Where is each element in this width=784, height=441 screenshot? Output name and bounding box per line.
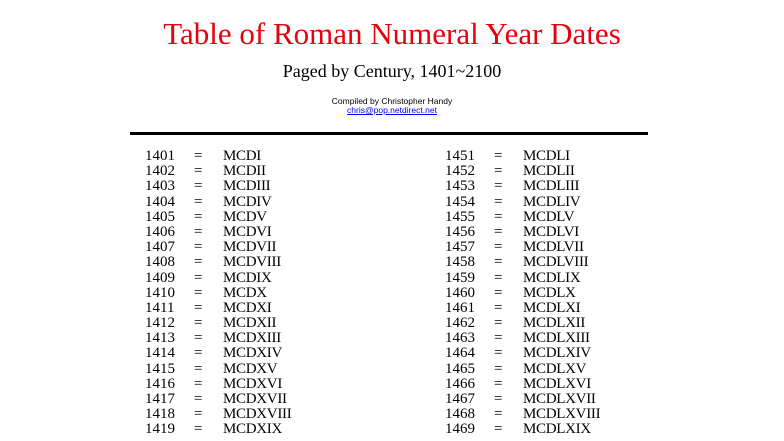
roman-numeral-cell: MCDX [223, 284, 267, 301]
equals-sign: = [494, 178, 503, 195]
year-cell: 1463 [445, 330, 475, 347]
roman-numeral-cell: MCDLIII [523, 178, 580, 195]
roman-numeral-cell: MCDV [223, 208, 267, 225]
equals-sign: = [194, 239, 203, 256]
year-cell: 1464 [445, 345, 475, 362]
equals-sign: = [194, 421, 203, 438]
roman-numeral-cell: MCDIV [223, 193, 272, 210]
roman-numeral-cell: MCDLI [523, 148, 570, 164]
equals-sign: = [194, 284, 203, 301]
year-cell: 1414 [145, 345, 175, 362]
equals-sign: = [494, 284, 503, 301]
roman-numeral-cell: MCDLXVIII [523, 406, 601, 423]
year-cell: 1407 [145, 239, 175, 256]
equals-sign: = [194, 391, 203, 407]
roman-numeral-cell: MCDXIV [223, 345, 283, 362]
equals-sign: = [194, 345, 203, 362]
roman-numeral-cell: MCDIII [223, 178, 271, 195]
equals-sign: = [494, 223, 503, 240]
year-cell: 1465 [445, 360, 475, 377]
roman-numeral-cell: MCDLXVI [523, 375, 591, 392]
roman-numeral-cell: MCDLVIII [523, 254, 589, 271]
email-link[interactable]: chris@pop.netdirect.net [347, 105, 437, 115]
equals-sign: = [494, 299, 503, 316]
roman-numeral-cell: MCDLII [523, 163, 575, 180]
roman-numeral-cell: MCDI [223, 148, 261, 164]
year-cell: 1458 [445, 254, 475, 271]
year-cell: 1455 [445, 208, 475, 225]
roman-numeral-cell: MCDIX [223, 269, 272, 286]
year-cell: 1405 [145, 208, 175, 225]
roman-numeral-cell: MCDII [223, 163, 266, 180]
roman-numeral-cell: MCDVIII [223, 254, 281, 271]
year-cell: 1452 [445, 163, 475, 180]
year-cell: 1466 [445, 375, 475, 392]
year-cell: 1467 [445, 391, 475, 407]
equals-sign: = [194, 375, 203, 392]
equals-sign: = [194, 148, 203, 164]
year-cell: 1408 [145, 254, 175, 271]
year-cell: 1459 [445, 269, 475, 286]
compiled-by-line: Compiled by Christopher Handy [331, 96, 453, 106]
roman-numeral-cell: MCDXII [223, 315, 277, 332]
equals-sign: = [194, 299, 203, 316]
roman-numeral-cell: MCDXV [223, 360, 278, 377]
roman-numeral-cell: MCDXVI [223, 375, 283, 392]
roman-numeral-cell: MCDVII [223, 239, 277, 256]
equals-sign: = [494, 254, 503, 271]
roman-numeral-cell: MCDLX [523, 284, 576, 301]
roman-numeral-cell: MCDLXIII [523, 330, 590, 347]
equals-sign: = [494, 269, 503, 286]
roman-numeral-cell: MCDLVI [523, 223, 579, 240]
year-cell: 1462 [445, 315, 475, 332]
equals-sign: = [494, 208, 503, 225]
year-cell: 1402 [145, 163, 175, 180]
year-cell: 1417 [145, 391, 175, 407]
roman-numeral-cell: MCDVI [223, 223, 272, 240]
roman-numeral-cell: MCDLXV [523, 360, 587, 377]
roman-numeral-cell: MCDLXIX [523, 421, 591, 438]
year-cell: 1468 [445, 406, 475, 423]
year-cell: 1457 [445, 239, 475, 256]
equals-sign: = [494, 330, 503, 347]
equals-sign: = [194, 163, 203, 180]
equals-sign: = [194, 269, 203, 286]
equals-sign: = [494, 360, 503, 377]
page-title: Table of Roman Numeral Year Dates [163, 16, 621, 51]
roman-numeral-cell: MCDLXIV [523, 345, 591, 362]
year-cell: 1460 [445, 284, 475, 301]
year-cell: 1415 [145, 360, 175, 377]
year-cell: 1418 [145, 406, 175, 423]
year-cell: 1419 [145, 421, 175, 438]
equals-sign: = [494, 163, 503, 180]
year-cell: 1461 [445, 299, 475, 316]
year-cell: 1456 [445, 223, 475, 240]
year-cell: 1409 [145, 269, 175, 286]
roman-numeral-cell: MCDLXII [523, 315, 586, 332]
year-cell: 1401 [145, 148, 175, 164]
equals-sign: = [194, 223, 203, 240]
year-cell: 1454 [445, 193, 475, 210]
roman-numeral-cell: MCDXVII [223, 391, 287, 407]
equals-sign: = [494, 315, 503, 332]
roman-numeral-cell: MCDLIV [523, 193, 581, 210]
roman-numeral-cell: MCDLXI [523, 299, 581, 316]
equals-sign: = [494, 148, 503, 164]
equals-sign: = [194, 254, 203, 271]
equals-sign: = [194, 360, 203, 377]
equals-sign: = [494, 239, 503, 256]
equals-sign: = [194, 315, 203, 332]
year-cell: 1406 [145, 223, 175, 240]
year-cell: 1404 [145, 193, 175, 210]
horizontal-divider [130, 132, 648, 135]
equals-sign: = [194, 193, 203, 210]
year-cell: 1411 [145, 299, 175, 316]
year-cell: 1453 [445, 178, 475, 195]
roman-numeral-cell: MCDLVII [523, 239, 584, 256]
equals-sign: = [494, 391, 503, 407]
roman-numeral-cell: MCDLXVII [523, 391, 596, 407]
year-cell: 1412 [145, 315, 175, 332]
equals-sign: = [494, 345, 503, 362]
year-cell: 1410 [145, 284, 175, 301]
year-cell: 1416 [145, 375, 175, 392]
equals-sign: = [494, 193, 503, 210]
roman-numeral-cell: MCDXIII [223, 330, 281, 347]
roman-numeral-cell: MCDXVIII [223, 406, 292, 423]
year-cell: 1469 [445, 421, 475, 438]
equals-sign: = [194, 406, 203, 423]
year-cell: 1403 [145, 178, 175, 195]
equals-sign: = [194, 178, 203, 195]
year-cell: 1413 [145, 330, 175, 347]
roman-numeral-cell: MCDXIX [223, 421, 283, 438]
equals-sign: = [494, 421, 503, 438]
email-line [0, 105, 784, 115]
roman-numeral-cell: MCDLIX [523, 269, 581, 286]
equals-sign: = [494, 406, 503, 423]
equals-sign: = [494, 375, 503, 392]
roman-numeral-cell: MCDXI [223, 299, 272, 316]
page-subtitle: Paged by Century, 1401~2100 [282, 61, 502, 81]
year-cell: 1451 [445, 148, 475, 164]
roman-numeral-cell: MCDLV [523, 208, 575, 225]
equals-sign: = [194, 330, 203, 347]
equals-sign: = [194, 208, 203, 225]
